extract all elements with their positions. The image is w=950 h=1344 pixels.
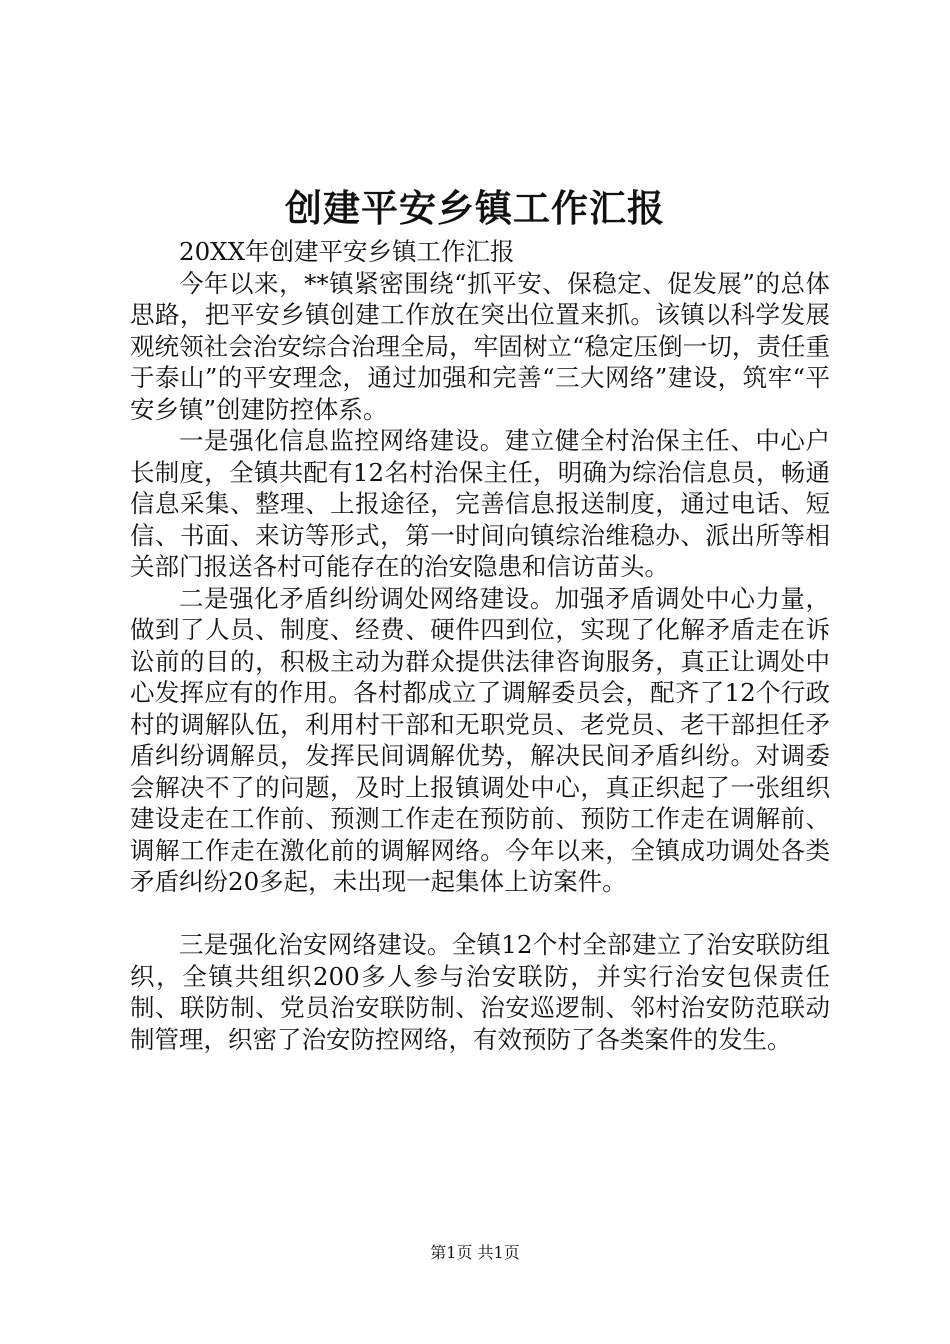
document-title: 创建平安乡镇工作汇报 — [285, 186, 665, 230]
paragraph-dispute-network: 二是强化矛盾纠纷调处网络建设。加强矛盾调处中心力量，做到了人员、制度、经费、硬件四到位，实现了化解矛盾走在诉讼前的目的，积极主动为群众提供法律咨询服务，真正让调处中心发挥应有的作用。各村都成立了调解委员会，配齐了12个行政村的调解队伍，利用村干部和无职党员、老党员、老干部担任矛盾纠纷调解员，发挥民间调解优势，解决民间矛盾纠纷。对调委会解决不了的问题，及时上报镇调处中心，真正织起了一张组织建设走在工作前、预测工作走在预防前、预防工作走在调解前、调解工作走在激化前的调解网络。今年以来，全镇成功调处各类矛盾纠纷20多起，未出现一起集体上访案件。 — [130, 583, 830, 896]
document-body — [130, 236, 830, 1055]
paragraph-subtitle: 20XX年创建平安乡镇工作汇报 — [179, 237, 515, 266]
paragraph-intro: 今年以来，**镇紧密围绕“抓平安、保稳定、促发展”的总体思路，把平安乡镇创建工作放在突出位置来抓。该镇以科学发展观统领社会治安综合治理全局，牢固树立“稳定压倒一切，责任重于泰山”的平安理念，通过加强和完善“三大网络”建设，筑牢“平安乡镇”创建防控体系。 — [130, 268, 830, 424]
paragraph-security-network: 三是强化治安网络建设。全镇12个村全部建立了治安联防组织，全镇共组织200多人参与治安联防，并实行治安包保责任制、联防制、党员治安联防制、治安巡逻制、邻村治安防范联动制管理，织密了治安防控网络，有效预防了各类案件的发生。 — [130, 930, 830, 1054]
paragraph-info-network: 一是强化信息监控网络建设。建立健全村治保主任、中心户长制度，全镇共配有12名村治保主任，明确为综治信息员，畅通信息采集、整理、上报途径，完善信息报送制度，通过电话、短信、书面、来访等形式，第一时间向镇综治维稳办、派出所等相关部门报送各村可能存在的治安隐患和信访苗头。 — [130, 426, 830, 581]
page-footer: 第1页 共1页 — [430, 1243, 520, 1262]
